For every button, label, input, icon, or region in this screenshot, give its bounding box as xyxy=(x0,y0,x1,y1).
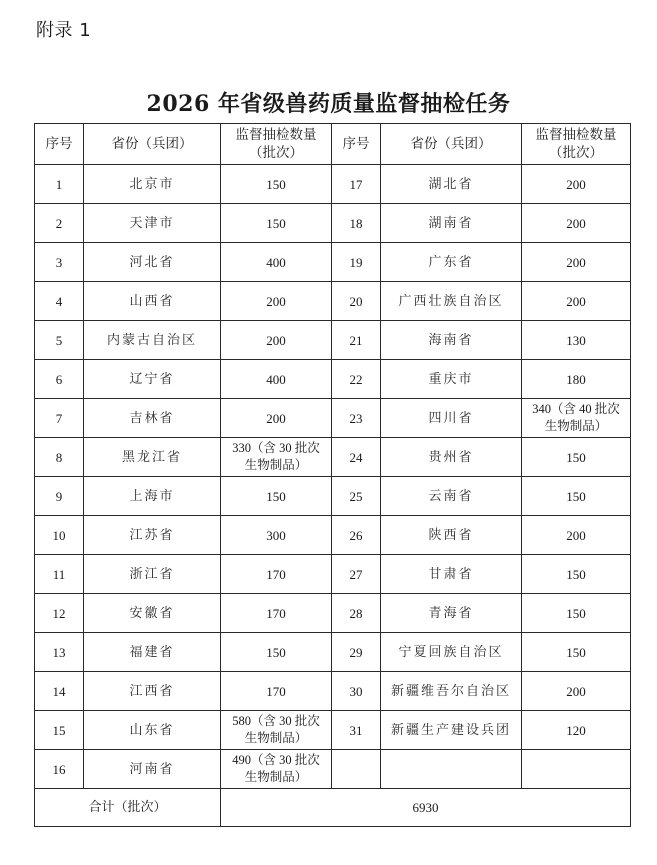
table-row xyxy=(35,438,631,477)
quantity-cell xyxy=(221,750,332,789)
header-index-left: 序号 xyxy=(35,124,84,165)
province-cell: 浙江省 xyxy=(84,555,221,594)
province-cell: 江西省 xyxy=(84,672,221,711)
index-cell: 17 xyxy=(332,165,381,204)
table-row xyxy=(35,516,631,555)
header-quantity-line2: （批次） xyxy=(249,145,303,161)
index-cell: 10 xyxy=(35,516,84,555)
table-row xyxy=(35,633,631,672)
table-row xyxy=(35,360,631,399)
index-cell: 16 xyxy=(35,750,84,789)
province-cell: 湖北省 xyxy=(381,165,522,204)
quantity-cell: 150 xyxy=(522,477,631,516)
table-row xyxy=(35,204,631,243)
quantity-note: 生物制品） xyxy=(544,419,608,433)
province-cell: 辽宁省 xyxy=(84,360,221,399)
appendix-label: 附录 1 xyxy=(36,20,92,41)
table-row xyxy=(35,243,631,282)
province-cell: 福建省 xyxy=(84,633,221,672)
index-cell: 23 xyxy=(332,399,381,438)
province-cell: 江苏省 xyxy=(84,516,221,555)
province-cell: 陕西省 xyxy=(381,516,522,555)
quantity-cell: 150 xyxy=(522,438,631,477)
table-row xyxy=(35,399,631,438)
header-quantity-right xyxy=(522,124,631,165)
index-cell: 19 xyxy=(332,243,381,282)
table-row xyxy=(35,672,631,711)
quantity-cell xyxy=(522,750,631,789)
index-cell: 30 xyxy=(332,672,381,711)
quantity-cell: 200 xyxy=(522,243,631,282)
quantity-cell: 200 xyxy=(522,282,631,321)
table-row xyxy=(35,165,631,204)
index-cell: 4 xyxy=(35,282,84,321)
header-quantity-left xyxy=(221,124,332,165)
page-title: 2026 年省级兽药质量监督抽检任务 xyxy=(146,91,511,117)
index-cell: 14 xyxy=(35,672,84,711)
quantity-cell: 170 xyxy=(221,594,332,633)
index-cell: 8 xyxy=(35,438,84,477)
province-cell: 吉林省 xyxy=(84,399,221,438)
quantity-cell: 200 xyxy=(522,672,631,711)
province-cell: 贵州省 xyxy=(381,438,522,477)
province-cell: 四川省 xyxy=(381,399,522,438)
index-cell: 21 xyxy=(332,321,381,360)
province-cell: 甘肃省 xyxy=(381,555,522,594)
province-cell: 新疆生产建设兵团 xyxy=(381,711,522,750)
province-cell: 云南省 xyxy=(381,477,522,516)
inspection-task-table xyxy=(34,123,631,827)
province-cell: 安徽省 xyxy=(84,594,221,633)
index-cell: 29 xyxy=(332,633,381,672)
index-cell: 5 xyxy=(35,321,84,360)
quantity-cell xyxy=(221,711,332,750)
table-body xyxy=(35,165,631,827)
index-cell: 9 xyxy=(35,477,84,516)
quantity-cell: 170 xyxy=(221,672,332,711)
index-cell: 1 xyxy=(35,165,84,204)
table-row xyxy=(35,711,631,750)
index-cell: 2 xyxy=(35,204,84,243)
province-cell: 上海市 xyxy=(84,477,221,516)
quantity-cell: 200 xyxy=(522,204,631,243)
index-cell xyxy=(332,750,381,789)
index-cell: 26 xyxy=(332,516,381,555)
quantity-cell: 150 xyxy=(522,555,631,594)
quantity-note: 生物制品） xyxy=(244,770,308,784)
table-row xyxy=(35,555,631,594)
province-cell: 河南省 xyxy=(84,750,221,789)
index-cell: 13 xyxy=(35,633,84,672)
index-cell: 11 xyxy=(35,555,84,594)
index-cell: 15 xyxy=(35,711,84,750)
index-cell: 7 xyxy=(35,399,84,438)
total-row xyxy=(35,789,631,827)
header-quantity-line2: （批次） xyxy=(549,145,603,161)
index-cell: 20 xyxy=(332,282,381,321)
quantity-cell xyxy=(522,399,631,438)
province-cell: 山西省 xyxy=(84,282,221,321)
quantity-cell xyxy=(221,438,332,477)
quantity-cell: 150 xyxy=(221,477,332,516)
quantity-cell: 200 xyxy=(221,399,332,438)
quantity-cell: 150 xyxy=(522,594,631,633)
total-label: 合计（批次） xyxy=(35,789,221,827)
province-cell: 山东省 xyxy=(84,711,221,750)
province-cell: 天津市 xyxy=(84,204,221,243)
quantity-value: 340（含 40 批次 xyxy=(532,402,620,416)
table-row xyxy=(35,750,631,789)
header-province-left: 省份（兵团） xyxy=(84,124,221,165)
quantity-cell: 200 xyxy=(221,282,332,321)
quantity-cell: 180 xyxy=(522,360,631,399)
quantity-value: 330（含 30 批次 xyxy=(232,441,320,455)
header-index-right: 序号 xyxy=(332,124,381,165)
quantity-value: 490（含 30 批次 xyxy=(232,753,320,767)
index-cell: 22 xyxy=(332,360,381,399)
header-province-right: 省份（兵团） xyxy=(381,124,522,165)
province-cell: 北京市 xyxy=(84,165,221,204)
quantity-cell: 150 xyxy=(221,204,332,243)
province-cell xyxy=(381,750,522,789)
index-cell: 18 xyxy=(332,204,381,243)
index-cell: 31 xyxy=(332,711,381,750)
province-cell: 重庆市 xyxy=(381,360,522,399)
province-cell: 新疆维吾尔自治区 xyxy=(381,672,522,711)
index-cell: 24 xyxy=(332,438,381,477)
province-cell: 广西壮族自治区 xyxy=(381,282,522,321)
quantity-note: 生物制品） xyxy=(244,731,308,745)
province-cell: 海南省 xyxy=(381,321,522,360)
province-cell: 广东省 xyxy=(381,243,522,282)
quantity-cell: 400 xyxy=(221,243,332,282)
province-cell: 青海省 xyxy=(381,594,522,633)
index-cell: 6 xyxy=(35,360,84,399)
index-cell: 25 xyxy=(332,477,381,516)
header-quantity-line1: 监督抽检数量 xyxy=(235,127,317,143)
total-value: 6930 xyxy=(221,789,631,827)
quantity-cell: 200 xyxy=(522,165,631,204)
quantity-cell: 400 xyxy=(221,360,332,399)
quantity-cell: 150 xyxy=(221,633,332,672)
table-row xyxy=(35,282,631,321)
quantity-note: 生物制品） xyxy=(244,458,308,472)
table-row xyxy=(35,477,631,516)
index-cell: 28 xyxy=(332,594,381,633)
table-row xyxy=(35,594,631,633)
province-cell: 河北省 xyxy=(84,243,221,282)
quantity-cell: 170 xyxy=(221,555,332,594)
table-row xyxy=(35,321,631,360)
province-cell: 宁夏回族自治区 xyxy=(381,633,522,672)
quantity-cell: 120 xyxy=(522,711,631,750)
province-cell: 黑龙江省 xyxy=(84,438,221,477)
quantity-value: 580（含 30 批次 xyxy=(232,714,320,728)
header-quantity-line1: 监督抽检数量 xyxy=(535,127,617,143)
index-cell: 12 xyxy=(35,594,84,633)
province-cell: 湖南省 xyxy=(381,204,522,243)
quantity-cell: 300 xyxy=(221,516,332,555)
quantity-cell: 200 xyxy=(522,516,631,555)
quantity-cell: 200 xyxy=(221,321,332,360)
quantity-cell: 150 xyxy=(522,633,631,672)
province-cell: 内蒙古自治区 xyxy=(84,321,221,360)
index-cell: 3 xyxy=(35,243,84,282)
table-header-row xyxy=(35,124,631,165)
index-cell: 27 xyxy=(332,555,381,594)
quantity-cell: 130 xyxy=(522,321,631,360)
quantity-cell: 150 xyxy=(221,165,332,204)
